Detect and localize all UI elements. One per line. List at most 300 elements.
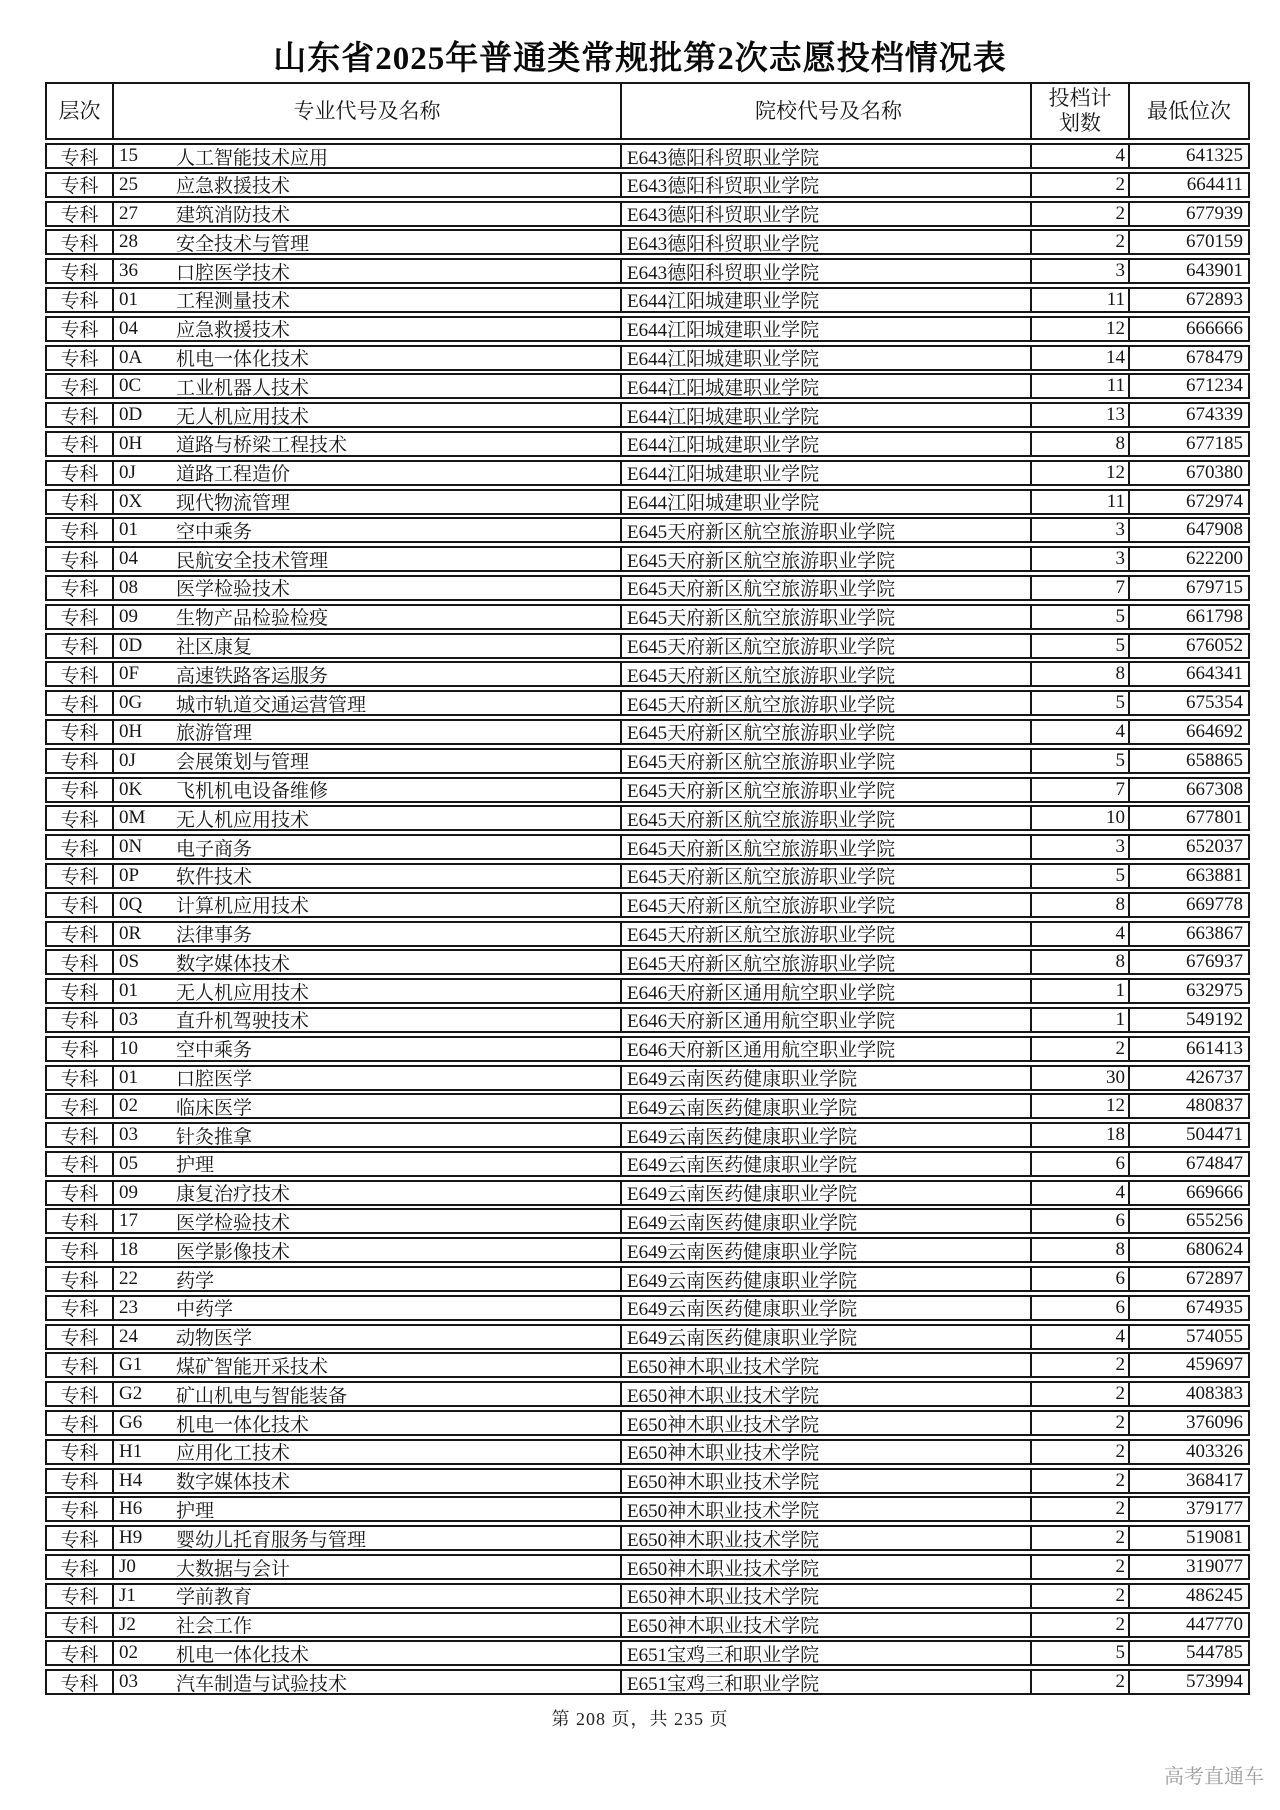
table-row [45,460,1250,486]
cell-plan-count: 8 [1032,951,1130,973]
cell-college: E644江阳城建职业学院 [622,289,1032,311]
cell-college: E644江阳城建职业学院 [622,347,1032,369]
major-name: 医学检验技术 [176,579,291,599]
cell-plan-count: 2 [1032,1556,1130,1578]
major-code: G1 [119,1354,143,1376]
major-code: 0H [119,720,143,742]
major-name: 护理 [176,1500,215,1521]
cell-college: E650神木职业技术学院 [622,1614,1032,1636]
major-code: 0J [119,461,136,483]
cell-level: 专科 [47,750,114,772]
cell-plan-count: 8 [1032,894,1130,916]
cell-major [114,721,622,743]
cell-lowest-rank: 676937 [1186,951,1243,973]
cell-plan-count: 2 [1032,1470,1130,1492]
major-code: 25 [119,173,138,195]
major-code: 23 [119,1296,138,1318]
cell-level: 专科 [47,951,114,973]
cell-lowest-rank: 486245 [1186,1584,1243,1606]
major-code: 0R [119,922,142,944]
cell-college: E649云南医药健康职业学院 [622,1124,1032,1146]
major-code: 0D [119,404,143,426]
cell-college: E645天府新区航空旅游职业学院 [622,721,1032,743]
major-code: J1 [119,1584,136,1606]
cell-plan-count: 3 [1032,260,1130,282]
cell-level: 专科 [47,1383,114,1405]
cell-plan-count: 2 [1032,1671,1130,1693]
cell-major [114,692,622,714]
cell-lowest-rank: 319077 [1186,1556,1243,1578]
major-name: 旅游管理 [176,723,253,743]
major-name: 动物医学 [176,1328,253,1348]
cell-level: 专科 [47,1556,114,1578]
major-name: 婴幼儿托育服务与管理 [176,1529,367,1550]
table-row [45,661,1250,687]
major-name: 直升机驾驶技术 [176,1011,310,1031]
cell-level: 专科 [47,1614,114,1636]
cell-plan-count: 10 [1032,807,1130,829]
cell-major [114,491,622,513]
cell-level: 专科 [47,1182,114,1204]
cell-college: E645天府新区航空旅游职业学院 [622,865,1032,887]
major-name: 医学影像技术 [176,1241,291,1262]
cell-major [114,1556,622,1578]
cell-major [114,1441,622,1463]
cell-lowest-rank: 678479 [1186,346,1243,368]
cell-lowest-rank: 643901 [1186,260,1243,282]
cell-plan-count: 2 [1032,1441,1130,1463]
cell-college: E644江阳城建职业学院 [622,404,1032,426]
cell-level: 专科 [47,807,114,829]
major-name: 康复治疗技术 [176,1184,291,1204]
cell-major [114,289,622,311]
cell-plan-count: 18 [1032,1124,1130,1146]
header-plan-count: 投档计划数 [1032,84,1130,138]
cell-plan-count: 8 [1032,1239,1130,1261]
cell-major [114,404,622,426]
cell-college: E643德阳科贸职业学院 [622,145,1032,167]
cell-lowest-rank: 632975 [1186,980,1243,1002]
major-name: 中药学 [176,1299,234,1319]
major-name: 应急救援技术 [176,176,291,196]
cell-level: 专科 [47,491,114,513]
cell-lowest-rank: 676052 [1186,634,1243,656]
major-code: 36 [119,260,138,282]
cell-college: E651宝鸡三和职业学院 [622,1642,1032,1664]
cell-level: 专科 [47,1441,114,1463]
major-name: 城市轨道交通运营管理 [176,694,367,715]
major-code: 22 [119,1268,138,1290]
cell-major [114,1095,622,1117]
cell-major [114,836,622,858]
cell-lowest-rank: 573994 [1186,1671,1243,1693]
cell-lowest-rank: 680624 [1186,1239,1243,1261]
table-row [45,863,1250,889]
major-name: 生物产品检验检疫 [176,608,329,628]
major-code: G2 [119,1383,143,1405]
cell-college: E649云南医药健康职业学院 [622,1210,1032,1232]
table-row [45,1525,1250,1551]
major-name: 煤矿智能开采技术 [176,1356,329,1377]
major-code: 28 [119,231,138,253]
cell-level: 专科 [47,1642,114,1664]
cell-major [114,203,622,225]
cell-plan-count: 2 [1032,1527,1130,1549]
cell-plan-count: 13 [1032,404,1130,426]
watermark: 高考直通车 [1164,1766,1264,1788]
cell-plan-count: 5 [1032,635,1130,657]
cell-plan-count: 2 [1032,203,1130,225]
cell-college: E645天府新区航空旅游职业学院 [622,577,1032,599]
table-row [45,777,1250,803]
major-code: 0S [119,951,140,973]
cell-level: 专科 [47,375,114,397]
cell-major [114,1038,622,1060]
cell-plan-count: 2 [1032,1585,1130,1607]
major-name: 人工智能技术应用 [176,147,329,167]
cell-lowest-rank: 664341 [1186,663,1243,685]
cell-major [114,1527,622,1549]
major-name: 口腔医学技术 [176,262,291,283]
cell-level: 专科 [47,1297,114,1319]
major-code: 0X [119,490,143,512]
cell-major [114,1268,622,1290]
cell-college: E646天府新区通用航空职业学院 [622,1009,1032,1031]
cell-plan-count: 6 [1032,1268,1130,1290]
cell-lowest-rank: 674847 [1186,1152,1243,1174]
cell-college: E650神木职业技术学院 [622,1556,1032,1578]
cell-college: E650神木职业技术学院 [622,1527,1032,1549]
cell-college: E650神木职业技术学院 [622,1412,1032,1434]
table-row [45,517,1250,543]
cell-major [114,1210,622,1232]
cell-major [114,1009,622,1031]
cell-plan-count: 7 [1032,779,1130,801]
cell-level: 专科 [47,1095,114,1117]
cell-level: 专科 [47,980,114,1002]
cell-level: 专科 [47,433,114,455]
cell-plan-count: 8 [1032,663,1130,685]
table-row [45,1065,1250,1091]
cell-plan-count: 4 [1032,721,1130,743]
cell-plan-count: 1 [1032,1009,1130,1031]
table-row [45,690,1250,716]
major-code: H6 [119,1498,143,1520]
table-row [45,1007,1250,1033]
major-code: 0N [119,836,143,858]
cell-plan-count: 6 [1032,1210,1130,1232]
cell-plan-count: 6 [1032,1153,1130,1175]
major-name: 建筑消防技术 [176,205,291,225]
major-code: 08 [119,576,138,598]
cell-lowest-rank: 672974 [1186,490,1243,512]
table-row [45,949,1250,975]
cell-major [114,807,622,829]
major-code: 04 [119,548,138,570]
cell-major [114,923,622,945]
major-name: 高速铁路客运服务 [176,665,329,686]
cell-plan-count: 3 [1032,836,1130,858]
admission-table [45,82,1250,1698]
cell-plan-count: 2 [1032,1383,1130,1405]
cell-lowest-rank: 504471 [1186,1124,1243,1146]
cell-lowest-rank: 672893 [1186,288,1243,310]
cell-major [114,635,622,657]
table-row [45,604,1250,630]
cell-major [114,894,622,916]
cell-major [114,519,622,541]
cell-level: 专科 [47,663,114,685]
major-name: 临床医学 [176,1097,253,1118]
cell-lowest-rank: 674339 [1186,404,1243,426]
cell-level: 专科 [47,1498,114,1520]
cell-lowest-rank: 661413 [1186,1037,1243,1059]
major-name: 会展策划与管理 [176,752,310,772]
table-row [45,143,1250,169]
major-code: 0P [119,864,140,886]
major-code: 0F [119,663,140,685]
cell-major [114,318,622,340]
cell-level: 专科 [47,174,114,196]
cell-level: 专科 [47,318,114,340]
cell-plan-count: 12 [1032,1095,1130,1117]
major-code: 09 [119,1181,138,1203]
cell-college: E645天府新区航空旅游职业学院 [622,779,1032,801]
cell-lowest-rank: 677185 [1186,432,1243,454]
cell-lowest-rank: 368417 [1186,1469,1243,1491]
cell-college: E649云南医药健康职业学院 [622,1182,1032,1204]
cell-level: 专科 [47,635,114,657]
cell-level: 专科 [47,203,114,225]
cell-level: 专科 [47,692,114,714]
major-name: 安全技术与管理 [176,233,310,254]
cell-level: 专科 [47,1268,114,1290]
cell-level: 专科 [47,404,114,426]
cell-college: E644江阳城建职业学院 [622,491,1032,513]
cell-plan-count: 5 [1032,865,1130,887]
cell-major [114,1067,622,1089]
table-row [45,1583,1250,1609]
table-row [45,201,1250,227]
table-row [45,1295,1250,1321]
major-name: 无人机应用技术 [176,406,310,427]
cell-plan-count: 2 [1032,1498,1130,1520]
major-name: 学前教育 [176,1587,253,1607]
cell-level: 专科 [47,606,114,628]
cell-plan-count: 6 [1032,1297,1130,1319]
cell-major [114,462,622,484]
cell-level: 专科 [47,1671,114,1693]
cell-lowest-rank: 666666 [1186,317,1243,339]
cell-college: E645天府新区航空旅游职业学院 [622,692,1032,714]
cell-level: 专科 [47,865,114,887]
table-row [45,1208,1250,1234]
cell-major [114,663,622,685]
major-code: 03 [119,1124,138,1146]
cell-plan-count: 2 [1032,174,1130,196]
cell-major [114,1412,622,1434]
major-name: 药学 [176,1270,215,1291]
major-name: 数字媒体技术 [176,953,291,974]
cell-lowest-rank: 661798 [1186,605,1243,627]
table-row [45,805,1250,831]
major-code: 01 [119,980,138,1002]
cell-college: E645天府新区航空旅游职业学院 [622,923,1032,945]
table-row [45,1410,1250,1436]
major-code: 0D [119,634,143,656]
cell-major [114,980,622,1002]
major-code: G6 [119,1412,143,1434]
cell-college: E650神木职业技术学院 [622,1441,1032,1463]
major-name: 无人机应用技术 [176,809,310,830]
major-name: 数字媒体技术 [176,1472,291,1492]
major-code: 15 [119,145,138,166]
cell-level: 专科 [47,1354,114,1376]
cell-lowest-rank: 669666 [1186,1181,1243,1203]
major-code: 0J [119,749,136,771]
cell-level: 专科 [47,1585,114,1607]
cell-lowest-rank: 664692 [1186,720,1243,742]
major-name: 飞机机电设备维修 [176,781,329,801]
major-name: 应急救援技术 [176,320,291,340]
table-row [45,1640,1250,1666]
major-name: 社会工作 [176,1616,253,1636]
major-name: 道路工程造价 [176,464,291,484]
cell-level: 专科 [47,894,114,916]
table-row [45,575,1250,601]
cell-level: 专科 [47,260,114,282]
major-code: 0Q [119,893,143,915]
table-row [45,258,1250,284]
cell-major [114,1383,622,1405]
cell-college: E649云南医药健康职业学院 [622,1153,1032,1175]
cell-college: E644江阳城建职业学院 [622,433,1032,455]
cell-plan-count: 11 [1032,491,1130,513]
cell-major [114,577,622,599]
cell-college: E650神木职业技术学院 [622,1585,1032,1607]
table-row [45,719,1250,745]
cell-plan-count: 30 [1032,1067,1130,1089]
cell-lowest-rank: 519081 [1186,1527,1243,1549]
cell-college: E649云南医药健康职业学院 [622,1268,1032,1290]
cell-plan-count: 2 [1032,1614,1130,1636]
table-row [45,1612,1250,1638]
table-row [45,1554,1250,1580]
cell-plan-count: 5 [1032,606,1130,628]
cell-college: E649云南医药健康职业学院 [622,1326,1032,1348]
cell-plan-count: 11 [1032,375,1130,397]
major-code: 01 [119,1066,138,1088]
table-row [45,1324,1250,1350]
cell-lowest-rank: 671234 [1186,375,1243,397]
table-row [45,1669,1250,1695]
major-code: 02 [119,1642,138,1664]
cell-plan-count: 4 [1032,1182,1130,1204]
cell-major [114,231,622,253]
major-name: 软件技术 [176,867,253,887]
cell-college: E650神木职业技术学院 [622,1354,1032,1376]
major-name: 空中乘务 [176,521,253,542]
cell-college: E643德阳科贸职业学院 [622,174,1032,196]
cell-level: 专科 [47,1038,114,1060]
major-code: 27 [119,202,138,224]
major-code: J0 [119,1556,136,1578]
cell-college: E643德阳科贸职业学院 [622,260,1032,282]
cell-lowest-rank: 667308 [1186,778,1243,800]
cell-lowest-rank: 647908 [1186,519,1243,541]
cell-college: E646天府新区通用航空职业学院 [622,1038,1032,1060]
cell-college: E650神木职业技术学院 [622,1470,1032,1492]
table-row [45,1122,1250,1148]
cell-college: E645天府新区航空旅游职业学院 [622,663,1032,685]
table-row [45,431,1250,457]
cell-major [114,433,622,455]
major-name: 机电一体化技术 [176,349,310,369]
table-row [45,546,1250,572]
cell-lowest-rank: 658865 [1186,749,1243,771]
cell-college: E645天府新区航空旅游职业学院 [622,894,1032,916]
major-name: 大数据与会计 [176,1558,291,1579]
cell-level: 专科 [47,347,114,369]
cell-plan-count: 4 [1032,923,1130,945]
page-footer: 第 208 页，共 235 页 [551,1709,729,1729]
major-name: 民航安全技术管理 [176,550,329,571]
cell-lowest-rank: 408383 [1186,1383,1243,1405]
table-body [45,143,1250,1695]
cell-major [114,174,622,196]
table-row [45,1093,1250,1119]
table-row [45,402,1250,428]
cell-major [114,145,622,167]
cell-plan-count: 12 [1032,318,1130,340]
cell-plan-count: 1 [1032,980,1130,1002]
cell-lowest-rank: 663867 [1186,922,1243,944]
cell-major [114,1239,622,1261]
cell-lowest-rank: 679715 [1186,576,1243,598]
cell-lowest-rank: 670380 [1186,461,1243,483]
cell-college: E649云南医药健康职业学院 [622,1239,1032,1261]
major-code: H9 [119,1527,143,1549]
cell-college: E649云南医药健康职业学院 [622,1067,1032,1089]
major-code: 10 [119,1037,138,1059]
cell-major [114,865,622,887]
cell-level: 专科 [47,1153,114,1175]
major-code: 0G [119,692,143,714]
cell-college: E649云南医药健康职业学院 [622,1297,1032,1319]
cell-major [114,548,622,570]
cell-plan-count: 2 [1032,1412,1130,1434]
major-code: 01 [119,519,138,541]
cell-major [114,1297,622,1319]
cell-college: E645天府新区航空旅游职业学院 [622,548,1032,570]
major-name: 工程测量技术 [176,291,291,311]
cell-lowest-rank: 574055 [1186,1325,1243,1347]
major-name: 空中乘务 [176,1040,253,1060]
cell-major [114,260,622,282]
cell-major [114,1470,622,1492]
major-code: 17 [119,1210,138,1232]
table-header-row [45,82,1250,140]
cell-plan-count: 5 [1032,750,1130,772]
major-name: 计算机应用技术 [176,896,310,916]
cell-lowest-rank: 670159 [1186,231,1243,253]
cell-college: E645天府新区航空旅游职业学院 [622,635,1032,657]
table-row [45,1352,1250,1378]
cell-plan-count: 2 [1032,1038,1130,1060]
cell-lowest-rank: 544785 [1186,1642,1243,1664]
cell-level: 专科 [47,1009,114,1031]
major-name: 机电一体化技术 [176,1644,310,1665]
